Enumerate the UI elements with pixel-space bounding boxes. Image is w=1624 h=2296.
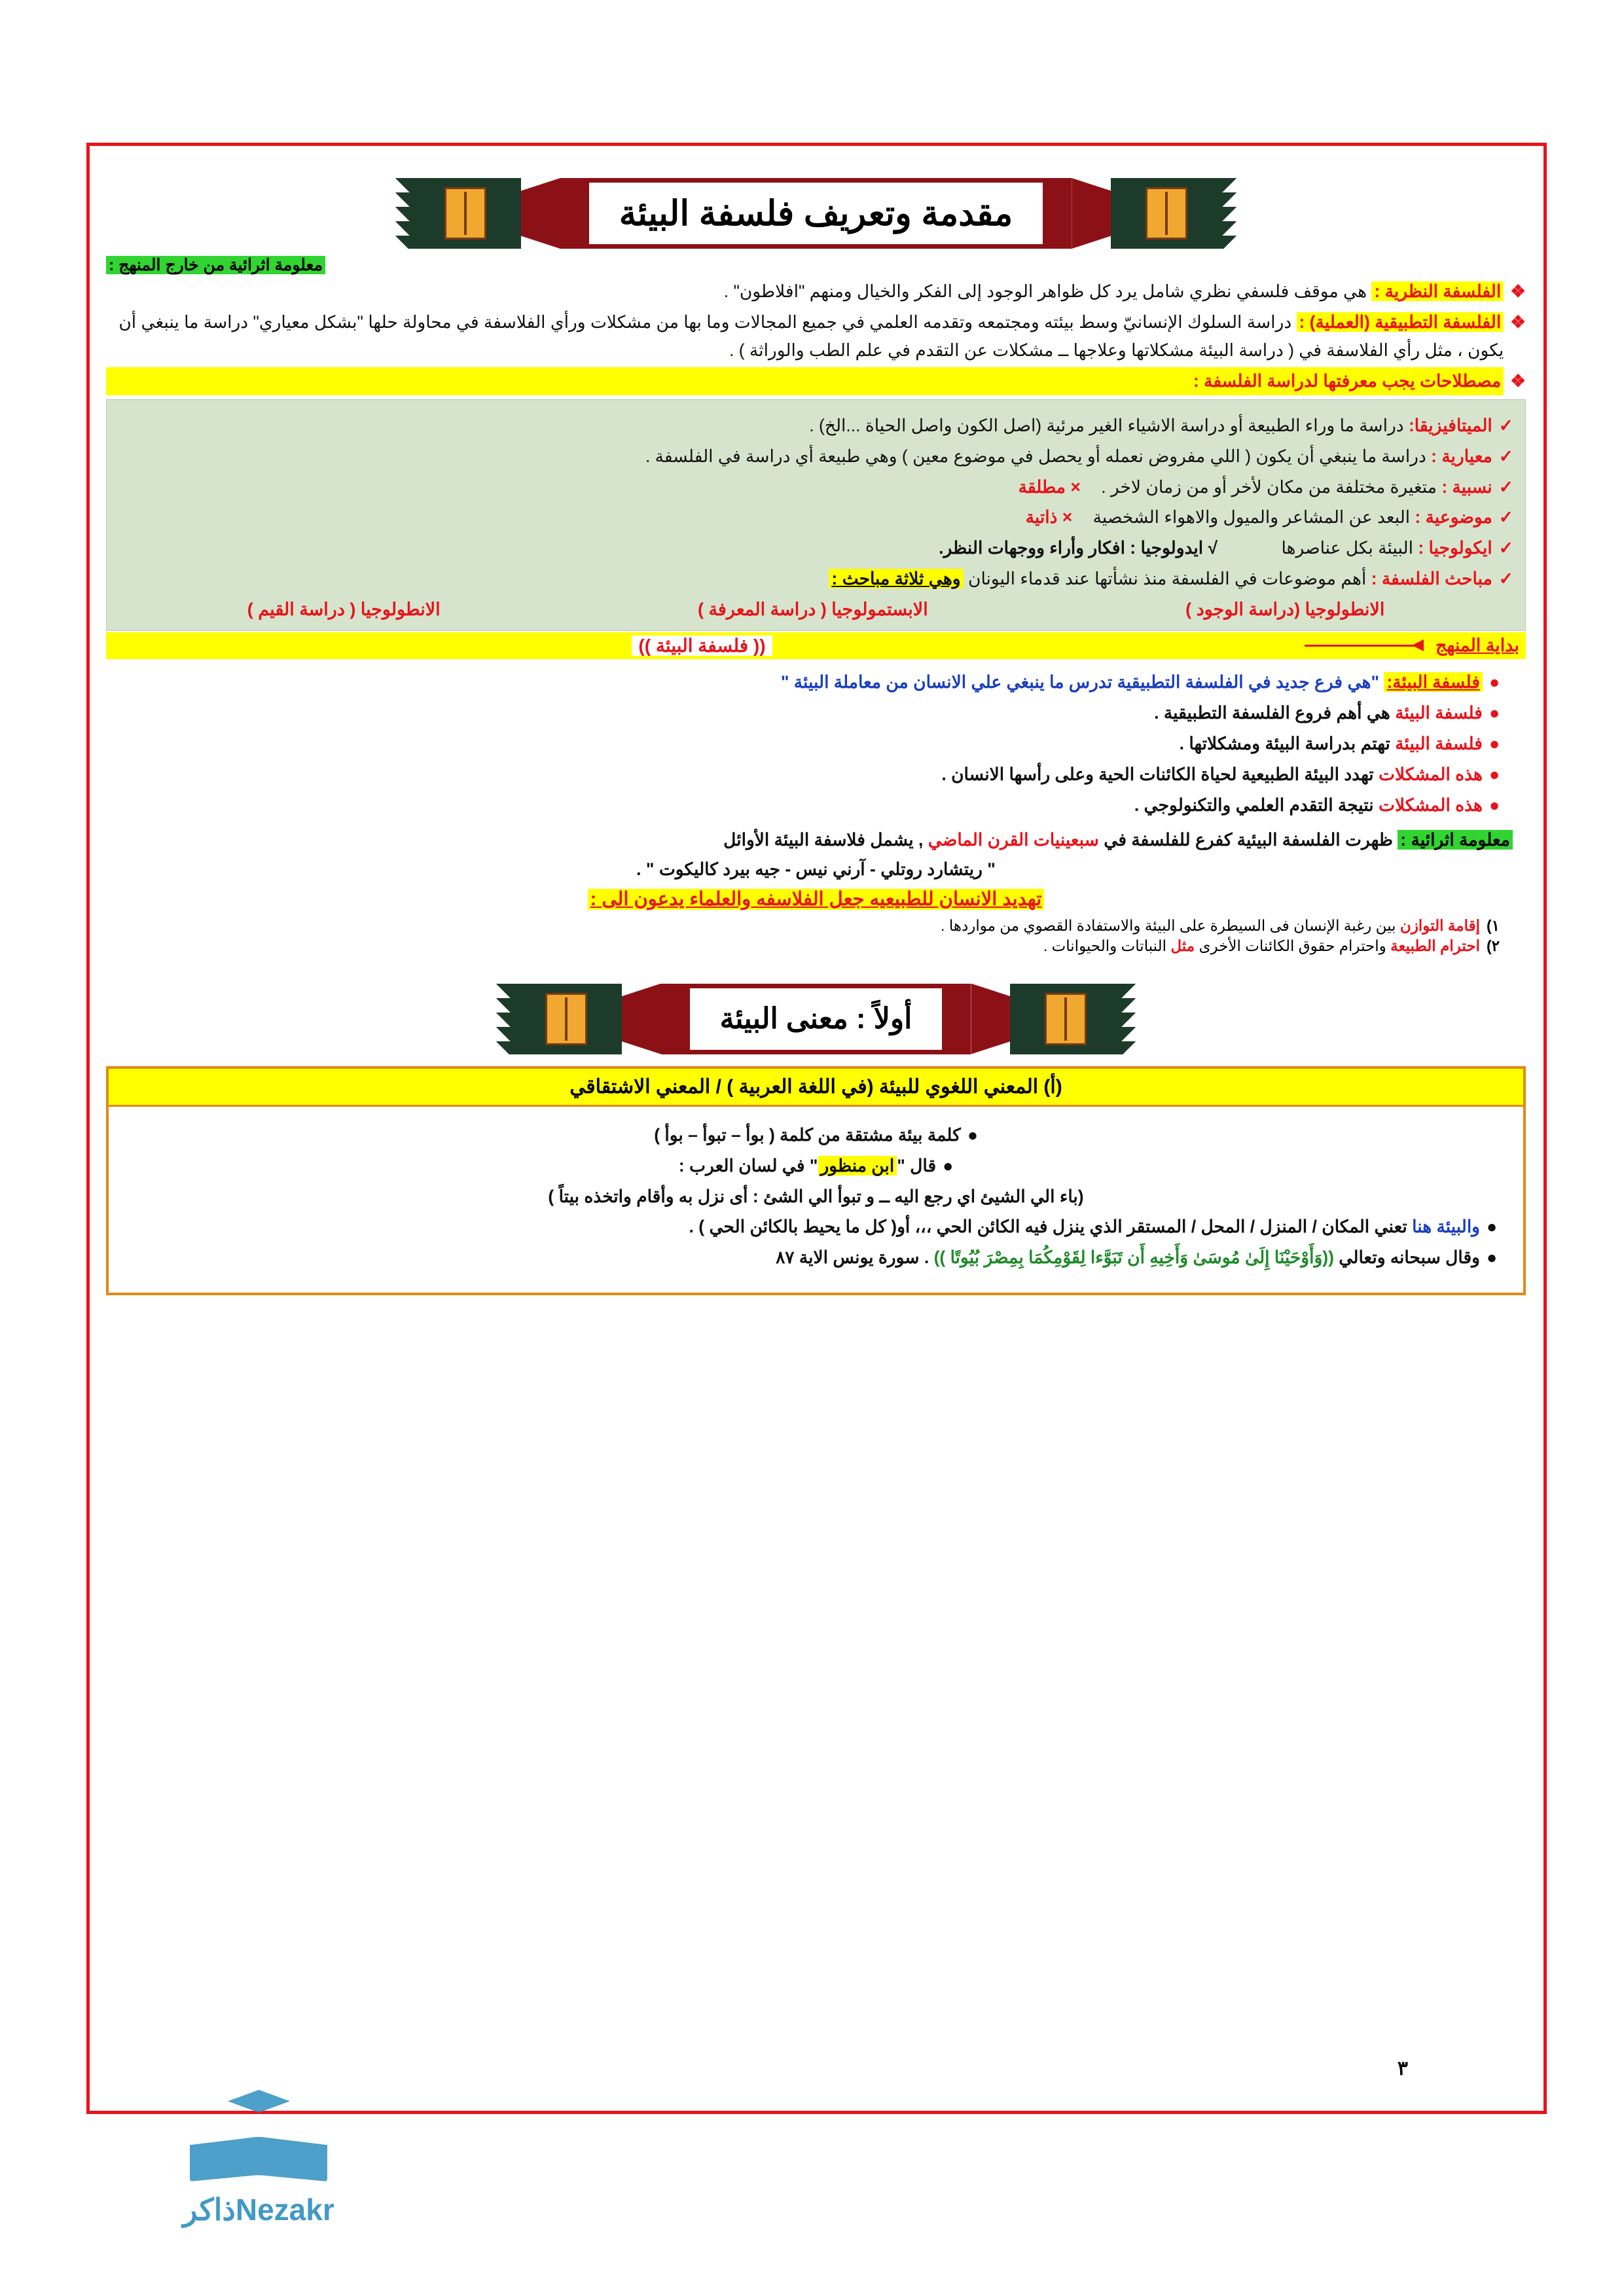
threat-item-lead: احترام الطبيعة	[1390, 937, 1480, 954]
branch-axiology: الانطولوجيا ( دراسة القيم )	[247, 600, 441, 620]
env-point-label: هذه المشكلات	[1379, 795, 1483, 815]
verse-reference: . سورة يونس الاية ٨٧	[776, 1247, 929, 1268]
banner-red-chunk-left	[521, 178, 560, 249]
threat-heading: تهديد الانسان للطبيعيه جعل الفلاسفه والعلماء يدعون الى :	[588, 889, 1045, 910]
env-point-label: فلسفة البيئة	[1395, 703, 1483, 723]
term-label: نسبية :	[1441, 476, 1492, 497]
environment-points	[106, 659, 1526, 819]
banner-zigzag-left	[388, 178, 410, 249]
term-row	[118, 473, 1513, 501]
banner-book-icon-left	[410, 178, 521, 249]
theoretical-philosophy-text: هي موقف فلسفي نظري شامل يرد كل ظواهر الوجود إلى الفكر والخيال ومنهم "افلاطون" .	[723, 281, 1367, 301]
terms-heading: مصطلاحات يجب معرفتها لدراسة الفلسفة :	[106, 367, 1504, 395]
term-text: البيئة بكل عناصرها	[1281, 538, 1413, 558]
info2-text-a: ظهرت الفلسفة البيئية كفرع للفلسفة في	[1104, 829, 1393, 850]
banner2-book-icon-right	[1010, 984, 1121, 1054]
banner-red-bar-left	[560, 178, 589, 249]
term-row	[118, 565, 1513, 593]
term-text: أهم موضوعات في الفلسفة منذ نشأتها عند قدماء اليونان	[967, 569, 1367, 589]
list-item: ● والبيئة هنا تعني المكان / المنزل / المحل / المستقر الذي ينزل فيه الكائن الحي ،،، أو( كل ما يحيط بالكائن الحي ) .	[689, 1217, 1497, 1237]
ibn-manzur-name: ابن منظور	[818, 1156, 897, 1175]
term-text: دراسة ما ينبغي أن يكون ( اللي مفروض نعمله أو يحصل في موضوع معين ) وهي طبيعة أي دراسة في الفلسفة .	[645, 446, 1426, 466]
env-point-text: نتيجة التقدم العلمي والتكنولوجي .	[1134, 795, 1374, 815]
quote-detail: (باء الي الشيئ اي رجع اليه ــ و تبوأ الي الشئ : أى نزل به وأقام واتخذه بيتاً )	[548, 1186, 1084, 1206]
arrow-icon	[1305, 645, 1422, 647]
list-item: ● فلسفة البيئة: "هي فرع جديد في الفلسفة التطبيقية تدرس ما ينبغي علي الانسان من معاملة البيئة "	[780, 672, 1500, 692]
term-opposite: √ ايدولوجيا : افكار وأراء ووجهات النظر.	[939, 538, 1218, 558]
term-row	[118, 412, 1513, 440]
three-branches	[118, 596, 1513, 620]
page-content	[106, 164, 1526, 1295]
term-label: موضوعية :	[1415, 507, 1492, 528]
bullet-marker: ❖	[1510, 281, 1526, 301]
env-point-text: تهتم بدراسة البيئة ومشكلاتها .	[1179, 734, 1390, 754]
terms-heading-row: ❖ مصطلاحات يجب معرفتها لدراسة الفلسفة :	[106, 367, 1526, 395]
verse-lead: وقال سبحانه وتعالي	[1339, 1247, 1480, 1268]
term-row	[118, 534, 1513, 562]
section1-banner	[106, 178, 1526, 249]
info2-names: " ريتشارد روتلي - آرني نيس - جيه بيرد كاليكوت " .	[636, 859, 996, 879]
threat-list	[106, 910, 1526, 955]
list-item: ● فلسفة البيئة تهتم بدراسة البيئة ومشكلاتها .	[1179, 734, 1500, 754]
quote-post: " في لسان العرب :	[678, 1155, 818, 1175]
term-opposite: × ذاتية	[1025, 507, 1073, 528]
env-point-text: "هي فرع جديد في الفلسفة التطبيقية تدرس ما ينبغي علي الانسان من معاملة البيئة "	[780, 672, 1380, 692]
list-item	[106, 278, 1526, 306]
environment-philosophy-title: (( فلسفة البيئة ))	[632, 636, 772, 656]
env-point-label: فلسفة البيئة:	[1384, 672, 1483, 692]
bullet-marker: ❖	[1510, 312, 1526, 332]
term-text: دراسة ما وراء الطبيعة أو دراسة الاشياء الغير مرئية (اصل الكون واصل الحياة ...الخ) .	[809, 415, 1404, 435]
env-point-label: هذه المشكلات	[1379, 764, 1483, 784]
quran-verse: ((وَأَوْحَيْنَا إِلَىٰ مُوسَىٰ وَأَخِيهِ أَن تَبَوَّءا لِقَوْمِكُمَا بِمِصْرَ بُيُوتًا ))	[933, 1247, 1334, 1268]
env-point-text: تهدد البيئة الطبيعية لحياة الكائنات الحية وعلى رأسها الانسان .	[941, 764, 1374, 784]
check-icon: ✓	[1498, 569, 1513, 589]
graduation-book-icon	[190, 2090, 327, 2188]
linguistic-meaning-body	[109, 1107, 1523, 1278]
env-point-label: فلسفة البيئة	[1395, 734, 1483, 754]
meaning-text: تعني المكان / المنزل / المحل / المستقر الذي ينزل فيه الكائن الحي ،،، أو( كل ما يحيط بالكائن الحي ) .	[689, 1217, 1407, 1237]
section1-title	[589, 178, 1043, 249]
check-icon: ✓	[1498, 446, 1513, 466]
term-label: الميتافيزيقا:	[1408, 415, 1492, 435]
branch-ontology: الانطولوجيا (دراسة الوجود )	[1185, 600, 1385, 620]
banner-book-icon-right	[1111, 178, 1222, 249]
info-badge2: معلومة اثرائية :	[1398, 830, 1513, 850]
linguistic-meaning-heading: (أ) المعني اللغوي للبيئة (في اللغة العربية ) / المعني الاشتقاقي	[109, 1069, 1523, 1107]
item-number: ٢)	[1486, 937, 1500, 954]
word-derivation-text: كلمة بيئة مشتقة من كلمة ( بوأ – تبوأ – بوأ )	[654, 1124, 961, 1145]
threat-item-text: بين رغبة الإنسان فى السيطرة على البيئة والاستفادة القصوي من مواردها .	[941, 916, 1396, 934]
linguistic-meaning-box	[106, 1066, 1526, 1296]
page-number: ٣	[1397, 2058, 1408, 2079]
quote-pre: قال "	[897, 1155, 937, 1175]
info-badge-row	[106, 255, 1526, 275]
threat-item-lead: إقامة التوازن	[1399, 916, 1480, 934]
banner2-red-bar-right	[942, 984, 971, 1054]
term-label: ايكولوجيا :	[1418, 538, 1492, 558]
banner2-zigzag-left	[488, 984, 511, 1054]
curriculum-start-label: بداية المنهج	[1435, 636, 1519, 656]
curriculum-start-strip	[106, 632, 1526, 659]
section2-banner	[106, 984, 1526, 1054]
check-icon: ✓	[1498, 538, 1513, 558]
info-badge2-row	[106, 822, 1526, 854]
threat-heading-row	[106, 888, 1526, 910]
list-item: ● كلمة بيئة مشتقة من كلمة ( بوأ – تبوأ – بوأ )	[135, 1121, 1497, 1149]
theoretical-philosophy-label: الفلسفة النظرية :	[1371, 281, 1504, 301]
check-icon: ✓	[1498, 415, 1513, 435]
banner-red-chunk-right	[1072, 178, 1111, 249]
banner-red-bar-right	[1043, 178, 1072, 249]
env-point-text: هي أهم فروع الفلسفة التطبيقية .	[1154, 703, 1390, 723]
list-item	[106, 308, 1526, 365]
section1-title-text: مقدمة وتعريف فلسفة البيئة	[619, 194, 1013, 233]
threat-item-tail: النباتات والحيوانات .	[1043, 937, 1166, 954]
watermark-text: Nezakrذاكر	[183, 2193, 334, 2227]
list-item: ● قال "ابن منظور" في لسان العرب :	[678, 1155, 954, 1175]
terms-panel	[106, 399, 1526, 632]
info-badge: معلومة اثرائية من خارج المنهج :	[106, 256, 325, 274]
term-row	[118, 442, 1513, 471]
threat-item-mid: مثل	[1170, 937, 1195, 954]
list-item: ● هذه المشكلات تهدد البيئة الطبيعية لحياة الكائنات الحية وعلى رأسها الانسان .	[941, 764, 1500, 784]
check-icon: ✓	[1498, 507, 1513, 528]
list-item: ● هذه المشكلات نتيجة التقدم العلمي والتكنولوجي .	[1134, 795, 1500, 815]
banner2-red-bar-left	[661, 984, 690, 1054]
section2-title	[690, 984, 943, 1054]
banner2-zigzag-right	[1121, 984, 1144, 1054]
term-text: متغيرة مختلفة من مكان لأخر أو من زمان لاخر .	[1101, 476, 1437, 497]
info2-text-b: , يشمل فلاسفة البيئة الأوائل	[723, 829, 924, 850]
threat-item-text: واحترام حقوق الكائنات الأخرى	[1199, 937, 1386, 954]
term-highlight: وهي ثلاثة مباحث :	[829, 569, 963, 588]
banner-zigzag-right	[1222, 178, 1244, 249]
term-opposite: × مطلقة	[1018, 476, 1081, 497]
term-row	[118, 503, 1513, 531]
banner2-red-chunk-left	[622, 984, 661, 1054]
term-text: البعد عن المشاعر والميول والاهواء الشخصية	[1092, 507, 1411, 528]
info2-highlight: سبعينيات القرن الماضي	[928, 829, 1099, 850]
list-item: ● فلسفة البيئة هي أهم فروع الفلسفة التطبيقية .	[1154, 703, 1500, 723]
branch-epistemology: الابستمولوجيا ( دراسة المعرفة )	[697, 600, 928, 620]
applied-philosophy-label: الفلسفة التطبيقية (العملية) :	[1297, 312, 1504, 332]
term-label: معيارية :	[1431, 446, 1492, 466]
item-number: ١)	[1486, 916, 1500, 934]
applied-philosophy-text: دراسة السلوك الإنسانيّ وسط بيئته ومجتمعه وتقدمه العلمي في جميع المجالات وما بها من مشكلات ورأي الفلاسفة في محاولة حلها "بشكل معياري" دراسة ما ينبغي أن يكون ، مثل رأي الفلاسفة في ( دراسة البيئة مشكلاتها وعلاجها ــ مشكلات عن التقدم في علم الطب والوراثة ) .	[118, 312, 1504, 360]
banner2-book-icon-left	[511, 984, 622, 1054]
section2-title-text: أولاً : معنى البيئة	[719, 1003, 912, 1035]
term-label: مباحث الفلسفة :	[1371, 569, 1492, 589]
banner2-red-chunk-right	[971, 984, 1010, 1054]
check-icon: ✓	[1498, 476, 1513, 497]
list-item	[113, 917, 1500, 935]
list-item	[113, 937, 1500, 955]
list-item: ● وقال سبحانه وتعالي ((وَأَوْحَيْنَا إِلَىٰ مُوسَىٰ وَأَخِيهِ أَن تَبَوَّءا لِقَوْمِكُمَا بِمِصْرَ بُيُوتًا )) . سورة يونس الاية ٨٧	[776, 1247, 1497, 1268]
watermark	[118, 2077, 399, 2227]
meaning-lead: والبيئة هنا	[1412, 1217, 1480, 1237]
